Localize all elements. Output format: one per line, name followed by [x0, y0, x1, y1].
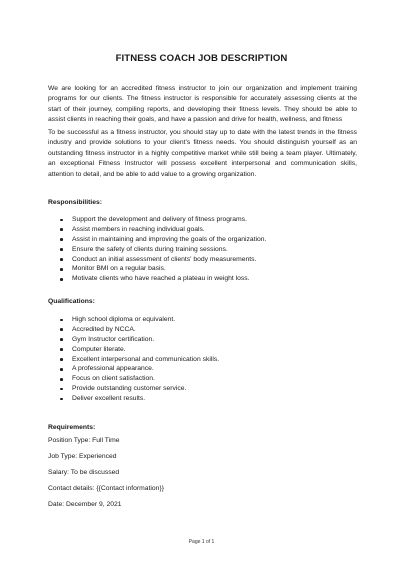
qualifications-list: [60, 315, 219, 404]
contact-details: Contact details: {{Contact information}}: [48, 485, 164, 492]
date-line: Date: December 9, 2021: [48, 501, 122, 508]
list-item: Assist members in reaching individual goals.: [60, 225, 266, 235]
list-item: Excellent interpersonal and communication skills.: [60, 355, 219, 365]
success-paragraph: To be successful as a fitness instructor, you should stay up to date with the latest trends in the fitness industry and provide solutions to your client’s fitness needs. You should distinguish yourself as an outstanding fitness instructor in a highly competitive market while still being a team player. Ultimately, an exceptional Fitness Instructor will possess excellent interpersonal and communication skills, attention to detail, and be able to add value to a growing organization.: [48, 129, 357, 178]
intro-paragraph: We are looking for an accredited fitness instructor to join our organization and implement training programs for our clients. The fitness instructor is responsible for accurately assessing clients at the start of their journey, compiling reports, and developing their fitness levels. They should be able to assist clients in reaching their goals, and have a passion and drive for health, wellness, and fitness: [48, 85, 357, 124]
qualifications-heading: Qualifications:: [48, 298, 95, 305]
salary: Salary: To be discussed: [48, 469, 120, 476]
list-item: Provide outstanding customer service.: [60, 384, 219, 394]
list-item: Computer literate.: [60, 345, 219, 355]
list-item: Deliver excellent results.: [60, 394, 219, 404]
page-number: Page 1 of 1: [188, 539, 215, 545]
list-item: High school diploma or equivalent.: [60, 315, 219, 325]
list-item: Accredited by NCCA.: [60, 325, 219, 335]
list-item: Conduct an initial assessment of clients' body measurements.: [60, 255, 266, 265]
list-item: A professional appearance.: [60, 364, 219, 374]
list-item: Gym Instructor certification.: [60, 335, 219, 345]
responsibilities-list: [60, 215, 266, 284]
list-item: Support the development and delivery of fitness programs.: [60, 215, 266, 225]
job-type: Job Type: Experienced: [48, 453, 117, 460]
position-type: Position Type: Full Time: [48, 437, 120, 444]
list-item: Motivate clients who have reached a plateau in weight loss.: [60, 274, 266, 284]
list-item: Ensure the safety of clients during training sessions.: [60, 245, 266, 255]
document-title: FITNESS COACH JOB DESCRIPTION: [115, 53, 288, 64]
list-item: Assist in maintaining and improving the goals of the organization.: [60, 235, 266, 245]
requirements-heading: Requirements:: [48, 424, 96, 431]
list-item: Focus on client satisfaction.: [60, 374, 219, 384]
responsibilities-heading: Responsibilities:: [48, 199, 103, 206]
list-item: Monitor BMI on a regular basis.: [60, 264, 266, 274]
